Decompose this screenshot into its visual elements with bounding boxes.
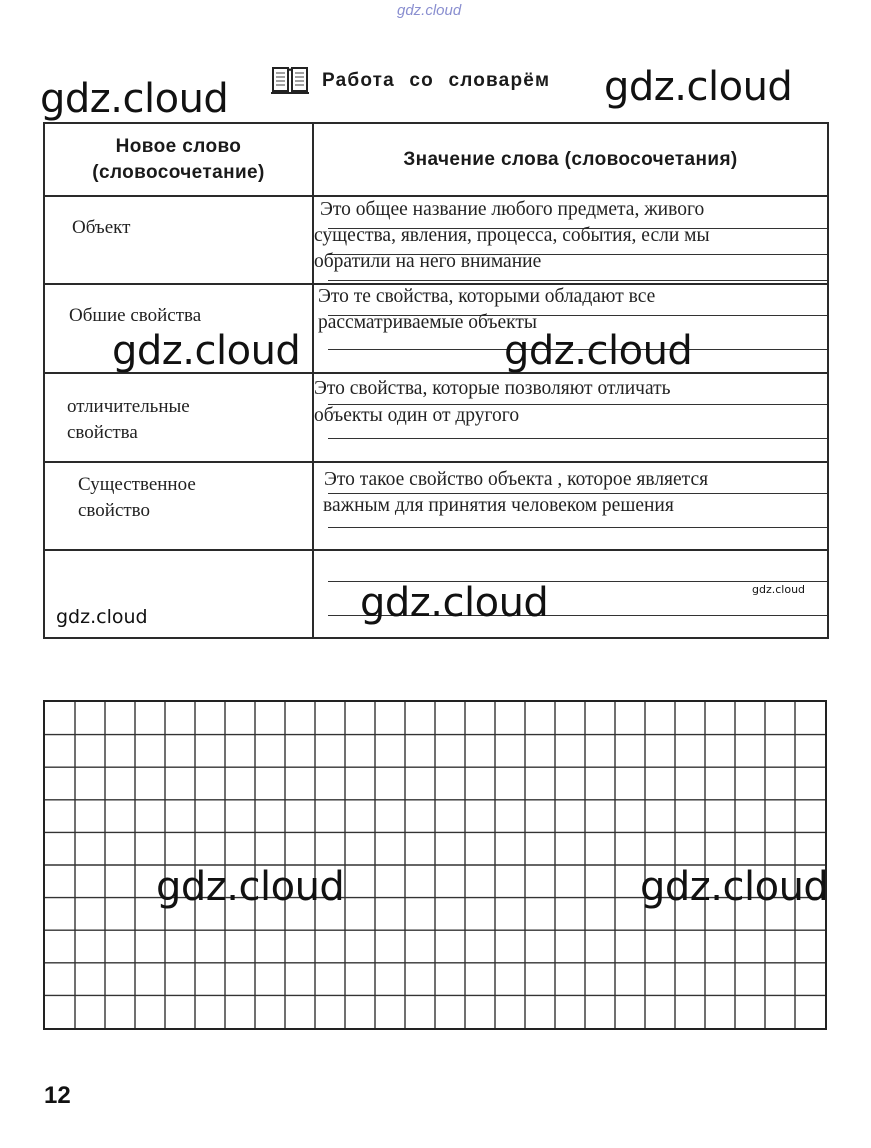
section-title-row	[270, 64, 550, 98]
term-cell	[44, 196, 313, 284]
page-number: 12	[44, 1082, 71, 1109]
definition-line: важным для принятия человеком решения	[323, 495, 674, 516]
term-line: Обшие свойства	[69, 305, 202, 326]
watermark-table-mid-right: gdz.cloud	[504, 328, 693, 374]
header-new-word-line2: (словосочетание)	[92, 161, 265, 183]
term-line: Объект	[72, 217, 131, 238]
watermark-table-mid-left: gdz.cloud	[112, 328, 301, 374]
watermark-table-bottom-small: gdz.cloud	[752, 583, 806, 596]
definition-line: обратили на него внимание	[314, 251, 542, 272]
header-new-word-line1: Новое слово	[115, 135, 242, 157]
table-header-row	[44, 123, 828, 196]
watermark-grid-right: gdz.cloud	[640, 864, 829, 910]
definition-cell	[313, 462, 828, 550]
table-row	[44, 462, 828, 550]
definition-cell	[313, 196, 828, 284]
definition-line: Это такое свойство объекта , которое является	[324, 469, 709, 490]
watermark-title-left: gdz.cloud	[40, 76, 229, 122]
definition-line: существа, явления, процесса, события, если мы	[314, 225, 710, 246]
term-cell	[44, 373, 313, 462]
watermark-grid-left: gdz.cloud	[156, 864, 345, 910]
definition-line: Это те свойства, которыми обладают все	[318, 286, 656, 307]
definition-line: рассматриваемые объекты	[318, 312, 538, 333]
definition-cell	[313, 373, 828, 462]
term-line: Существенное	[78, 474, 196, 495]
watermark-table-bottom-center: gdz.cloud	[360, 580, 549, 626]
term-line: свойство	[78, 500, 151, 521]
definition-line: Это свойства, которые позволяют отличать	[314, 378, 671, 399]
term-cell	[44, 462, 313, 550]
watermark-top: gdz.cloud	[397, 2, 462, 19]
term-line: свойства	[67, 422, 138, 443]
dictionary-table	[43, 122, 829, 639]
definition-line: Это общее название любого предмета, живого	[320, 199, 705, 220]
definition-line: объекты один от другого	[314, 405, 520, 426]
header-new-word	[44, 123, 313, 196]
watermark-table-bottom-left: gdz.cloud	[56, 606, 148, 628]
term-line: отличительные	[67, 396, 190, 417]
section-title: Работа со словарём	[322, 70, 551, 91]
table-row	[44, 373, 828, 462]
header-meaning: Значение слова (словосочетания)	[313, 123, 828, 196]
open-book-icon	[270, 63, 310, 100]
table-row	[44, 196, 828, 284]
watermark-title-right: gdz.cloud	[604, 64, 793, 110]
